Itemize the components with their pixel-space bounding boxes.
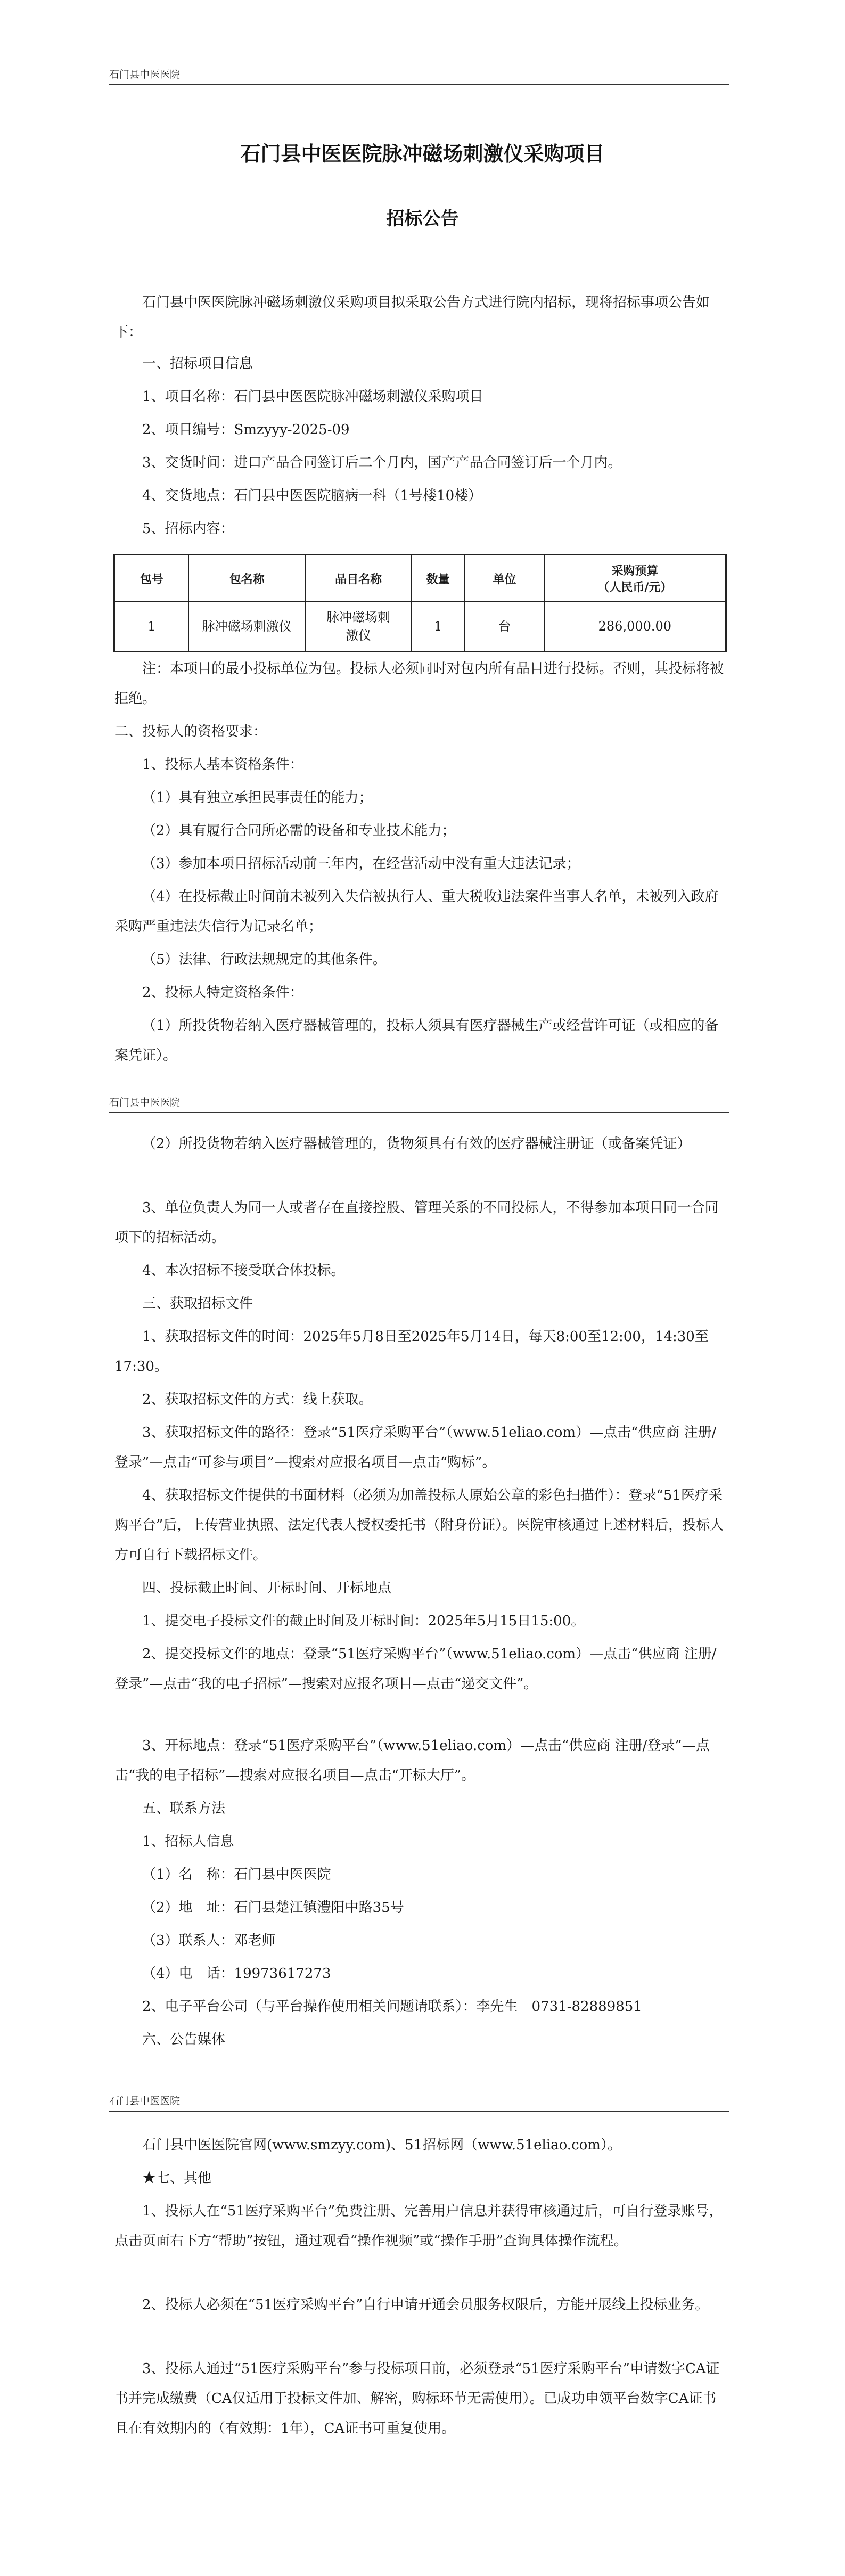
list-item: 3、投标人通过“51医疗采购平台”参与投标项目前，必须登录“51医疗采购平台”申请数字CA证书并完成缴费（CA仅适用于投标文件加、解密，购标环节无需使用）。已成功申领平台数字CA证书且在有效期内的（有效期：1年），CA证书可重复使用。: [114, 2361, 720, 2436]
table-header-cell: [544, 555, 726, 602]
contact-name-row: [114, 1860, 754, 1890]
table-header-cell: 单位: [465, 555, 545, 602]
list-item: （3）参加本项目招标活动前三年内，在经营活动中没有重大违法记录；: [142, 856, 580, 872]
contact-phone-row: [114, 1959, 754, 1989]
table-header-cell: 品目名称: [305, 555, 412, 602]
section-heading: 三、获取招标文件: [142, 1296, 253, 1312]
list-item: 2、提交投标文件的地点：登录“51医疗采购平台”（www.51eliao.com）—点击“供应商 注册/登录”—点击“我的电子招标”—搜索对应报名项目—点击“递交文件”。: [114, 1646, 717, 1692]
table-header-cell: 包号: [114, 555, 189, 602]
contact-name-value: 石门县中医医院: [234, 1867, 331, 1883]
contact-address-label: （2）地 址：: [142, 1900, 234, 1916]
list-item: 3、开标地点：登录“51医疗采购平台”（www.51eliao.com）—点击“供应商 注册/登录”—点击“我的电子招标”—搜索对应报名项目—点击“开标大厅”。: [114, 1738, 710, 1784]
list-item: 2、电子平台公司（与平台操作使用相关问题请联系）：李先生 0731-82889851: [142, 1999, 642, 2015]
header-org-name: 石门县中医医院: [109, 2095, 181, 2107]
section-heading: 六、公告媒体: [142, 2032, 226, 2048]
table-cell: 1: [114, 602, 189, 652]
contact-phone-value: 19973617273: [234, 1966, 331, 1982]
contact-person-label: （3）联系人：: [142, 1933, 234, 1949]
list-item: （2）所投货物若纳入医疗器械管理的，货物须具有有效的医疗器械注册证（或备案凭证）: [142, 1136, 691, 1152]
item-delivery-place: 4、交货地点：石门县中医医院脑病一科（1号楼10楼）: [142, 488, 482, 504]
intro-paragraph: 石门县中医医院脉冲磁场刺激仪采购项目拟采取公告方式进行院内招标，现将招标事项公告如下：: [114, 295, 710, 340]
budget-header-line: 采购预算: [611, 565, 659, 578]
document-subtitle: 招标公告: [386, 208, 459, 230]
page-header: [109, 1094, 729, 1113]
list-item: 3、获取招标文件的路径：登录“51医疗采购平台”（www.51eliao.com）—点击“供应商 注册/登录”—点击“可参与项目”—搜索对应报名项目—点击“购标”。: [114, 1425, 717, 1470]
budget-header-unit: （人民币/元）: [597, 581, 672, 594]
item-delivery-time: 3、交货时间：进口产品合同签订后二个月内，国产产品合同签订后一个月内。: [142, 455, 622, 471]
contact-address-value: 石门县楚江镇澧阳中路35号: [234, 1900, 404, 1916]
page-header: [109, 67, 729, 85]
table-row: [114, 602, 726, 652]
contact-name-label: （1）名 称：: [142, 1867, 234, 1883]
contact-person-row: [114, 1926, 754, 1956]
list-item: 1、提交电子投标文件的截止时间及开标时间：2025年5月15日15:00。: [142, 1613, 585, 1629]
list-item: （1）所投货物若纳入医疗器械管理的，投标人须具有医疗器械生产或经营许可证（或相应的备案凭证）。: [114, 1018, 719, 1064]
subsection-heading: 1、招标人信息: [142, 1834, 234, 1850]
item-project-number: 2、项目编号：Smzyyy-2025-09: [142, 422, 350, 438]
list-item: （5）法律、行政法规规定的其他条件。: [142, 952, 387, 968]
note-paragraph: 注：本项目的最小投标单位为包。投标人必须同时对包内所有品目进行投标。否则，其投标将被拒绝。: [114, 661, 724, 707]
contact-phone-label: （4）电 话：: [142, 1966, 234, 1982]
list-item: 1、获取招标文件的时间：2025年5月8日至2025年5月14日，每天8:00至12:00，14:30至17:30。: [114, 1329, 709, 1375]
header-org-name: 石门县中医医院: [109, 69, 181, 80]
list-item: 3、单位负责人为同一人或者存在直接控股、管理关系的不同投标人，不得参加本项目同一合同项下的招标活动。: [114, 1200, 719, 1246]
section-heading: 五、联系方法: [142, 1801, 226, 1817]
procurement-table: [113, 554, 727, 652]
table-cell: 286,000.00: [544, 602, 726, 652]
list-item: 4、本次招标不接受联合体投标。: [142, 1263, 345, 1279]
section-heading: 二、投标人的资格要求：: [114, 724, 267, 740]
media-paragraph: 石门县中医医院官网(www.smzyy.com)、51招标网（www.51eliao.com）。: [142, 2137, 621, 2153]
table-cell: 脉冲磁场刺激仪: [188, 602, 305, 652]
subsection-heading: 1、投标人基本资格条件：: [142, 757, 303, 773]
list-item: （1）具有独立承担民事责任的能力；: [142, 790, 373, 806]
item-project-name: 1、项目名称：石门县中医医院脉冲磁场刺激仪采购项目: [142, 389, 483, 405]
list-item: 1、投标人在“51医疗采购平台”免费注册、完善用户信息并获得审核通过后，可自行登录账号，点击页面右下方“帮助”按钮，通过观看“操作视频”或“操作手册”查询具体操作流程。: [114, 2203, 723, 2249]
section-heading: ★七、其他: [142, 2170, 212, 2186]
list-item: （4）在投标截止时间前未被列入失信被执行人、重大税收违法案件当事人名单，未被列入政府采购严重违法失信行为记录名单；: [114, 889, 719, 935]
list-item: 2、获取招标文件的方式：线上获取。: [142, 1392, 373, 1408]
contact-person-value: 邓老师: [234, 1933, 276, 1949]
list-item: （2）具有履行合同所必需的设备和专业技术能力；: [142, 823, 456, 839]
contact-address-row: [114, 1893, 754, 1923]
table-cell: 1: [412, 602, 465, 652]
section-heading: 四、投标截止时间、开标时间、开标地点: [142, 1580, 392, 1596]
table-header-cell: 包名称: [188, 555, 305, 602]
subsection-heading: 2、投标人特定资格条件：: [142, 985, 303, 1001]
list-item: 2、投标人必须在“51医疗采购平台”自行申请开通会员服务权限后，方能开展线上投标业务。: [142, 2297, 709, 2313]
item-tender-content: 5、招标内容：: [142, 521, 234, 537]
header-org-name: 石门县中医医院: [109, 1097, 181, 1108]
table-header-row: [114, 555, 726, 602]
table-cell: 脉冲磁场刺激仪: [305, 602, 412, 652]
section-heading: 一、招标项目信息: [142, 356, 253, 372]
page-header: [109, 2093, 729, 2112]
document-title: 石门县中医医院脉冲磁场刺激仪采购项目: [240, 142, 605, 166]
list-item: 4、获取招标文件提供的书面材料（必须为加盖投标人原始公章的彩色扫描件）：登录“51医疗采购平台”后，上传营业执照、法定代表人授权委托书（附身份证）。医院审核通过上述材料后，投标人方可自行下载招标文件。: [114, 1487, 724, 1563]
table-header-cell: 数量: [412, 555, 465, 602]
table-cell: 台: [465, 602, 545, 652]
